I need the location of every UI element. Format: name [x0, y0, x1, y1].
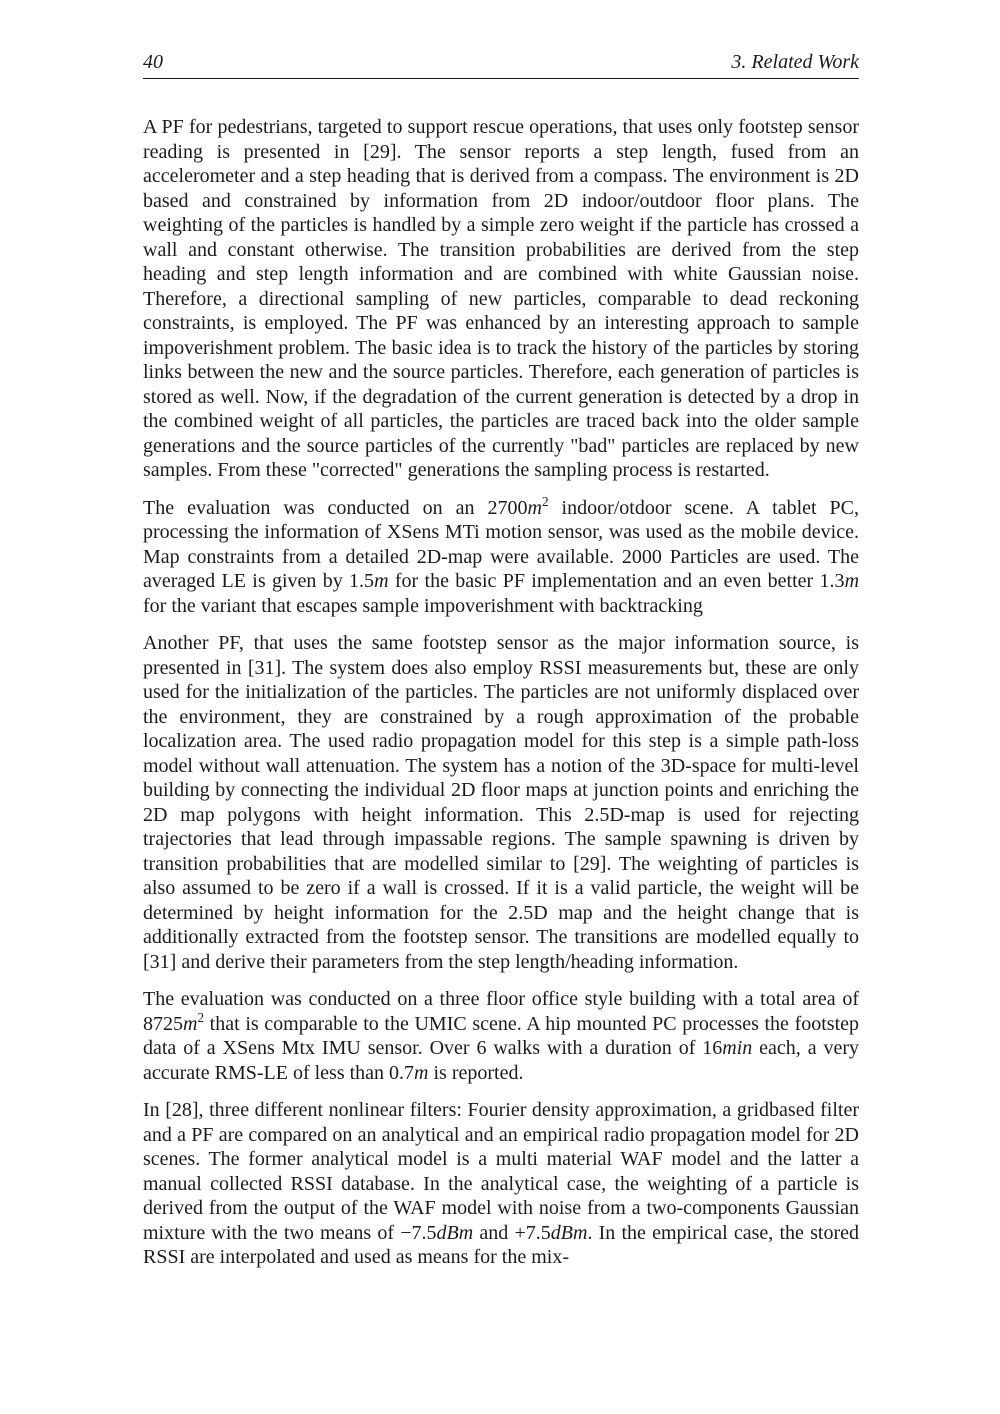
- text-run: A PF for pedestrians, targeted to support rescue operations, that uses only footstep sensor reading is presented in: [143, 116, 859, 163]
- math-symbol: m: [844, 570, 860, 592]
- math-symbol: m: [414, 1061, 429, 1084]
- text-run: . The sensor reports a step length, fused from an accelerometer and a step heading that is derived from a compass. The environment is 2D based and constrained by information from 2D indoor/outdoor floor plans. The weighting of the particles is handled by a simple zero weight if the particle has crossed a wall and constant otherwise. The transition probabilities are derived from the step heading and step length information and are combined with white Gaussian noise. Therefore, a directional sampling of new particles, comparable to dead reckoning constraints, is employed. The PF was enhanced by an interesting approach to sample impoverishment problem. The basic idea is to track the history of the particles by storing links between the new and the source particles. Therefore, each generation of particles is stored as well. Now, if the degradation of the current generation is detected by a drop in the combined weight of all particles, the particles are traced back into the older sample generations and the source particles of the currently "bad" particles are replaced by new samples. From these "corrected" generations the sampling process is restarted.: [143, 140, 860, 481]
- text-run: . The system does also employ RSSI measurements but, these are only used for the initialization of the particles. The particles are not uniformly displaced over the environment, they are constrained by a rough approximation of the probable localization area. The used radio propagation model for this step is a simple path-loss model without wall attenuation. The system has a notion of the 3D-space for multi-level building by connecting the individual 2D floor maps at junction points and enriching the 2D map polygons with height information. This 2.5D-map is used for rejecting trajectories that lead through impassable regions. The sample spawning is driven by transition probabilities that are modelled similar to: [143, 656, 859, 875]
- math-symbol: m: [527, 496, 542, 519]
- text-run: The evaluation was conducted on an 2700: [143, 496, 528, 519]
- text-run: . The weighting of particles is also assumed to be zero if a wall is crossed. If it is a valid particle, the weight will be determined by height information for the 2.5D map and the height change that is additionally extracted from the footstep sensor. The transitions are modelled equally to: [143, 852, 859, 948]
- text-run: for the variant that escapes sample impoverishment with backtracking: [143, 594, 703, 617]
- content-area: [143, 50, 859, 1270]
- math-symbol: dBm: [436, 1221, 474, 1244]
- text-run: each, a very accurate RMS-LE of less than 0.7: [143, 1037, 860, 1084]
- superscript: 2: [541, 494, 549, 510]
- text-run: The evaluation was conducted on a three floor office style building with a total area of 8725: [143, 988, 859, 1035]
- citation-ref: [31]: [143, 950, 177, 973]
- text-run: , three different nonlinear filters: Fourier density approximation, a gridbased filter and a PF are compared on an analytical and an empirical radio propagation model for 2D scenes. The former analytical model is a multi material WAF model and the latter a manual collected RSSI database. In the analytical case, the weighting of a particle is derived from the output of the WAF model with noise from a two-components Gaussian mixture with the two means of −7.5: [143, 1099, 859, 1244]
- text-run: and +7.5: [473, 1221, 551, 1244]
- paragraph: [143, 115, 859, 483]
- math-symbol: m: [374, 570, 389, 592]
- math-symbol: m: [183, 1012, 198, 1035]
- text-run: In: [143, 1099, 166, 1121]
- text-run: indoor/otdoor scene. A tablet PC, processing the information of XSens MTi motion sensor, was used as the mobile device. Map constraints from a detailed 2D-map were available. 2000 Particles are used. The averaged LE is given by 1.5: [143, 496, 860, 592]
- paragraph: [143, 496, 859, 619]
- citation-ref: [29]: [573, 852, 607, 875]
- text-run: and derive their parameters from the step length/heading information.: [176, 950, 739, 973]
- math-symbol: min: [722, 1037, 753, 1059]
- text-run: . In the empirical case, the stored RSSI are interpolated and used as means for the mix-: [143, 1221, 859, 1268]
- citation-ref: [31]: [247, 656, 282, 679]
- paragraph: [143, 987, 859, 1085]
- body-paragraphs: [143, 115, 859, 1270]
- math-symbol: dBm: [550, 1221, 588, 1244]
- paragraph: [143, 631, 859, 974]
- text-run: Another PF, that uses the same footstep sensor as the major information source, is presented in: [143, 632, 859, 679]
- text-run: that is comparable to the UMIC scene. A hip mounted PC processes the footstep data of a XSens Mtx IMU sensor. Over 6 walks with a duration of 16: [143, 1012, 859, 1059]
- header-rule: [143, 78, 859, 79]
- page-number: 40: [143, 51, 163, 73]
- text-run: is reported.: [428, 1061, 524, 1084]
- paragraph: [143, 1098, 859, 1270]
- citation-ref: [28]: [165, 1099, 199, 1121]
- superscript: 2: [197, 1010, 205, 1026]
- running-header: [143, 50, 859, 74]
- chapter-title: 3. Related Work: [731, 51, 859, 73]
- text-run: for the basic PF implementation and an even better 1.3: [388, 570, 845, 592]
- citation-ref: [29]: [363, 140, 397, 163]
